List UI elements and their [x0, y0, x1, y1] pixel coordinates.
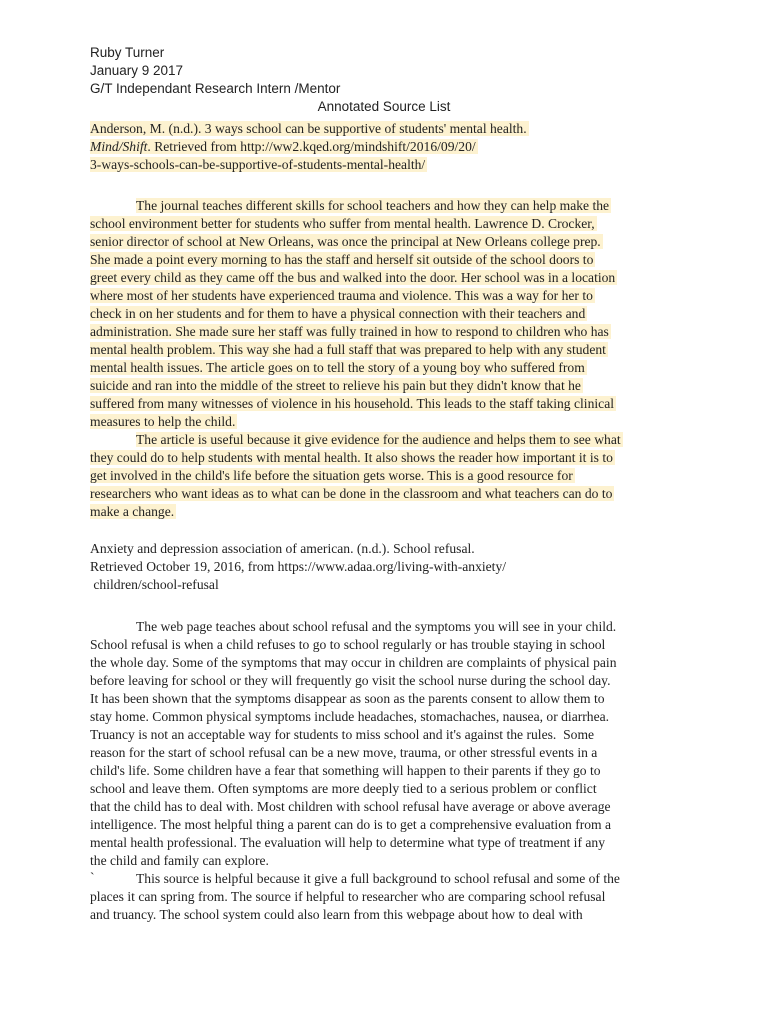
- stray-mark: `: [90, 870, 95, 885]
- source2-summary-line: It has been shown that the symptoms disappear as soon as the parents consent to allow them to: [90, 691, 605, 706]
- source1-summary-line: where most of her students have experienced trauma and violence. This was a way for her to: [90, 288, 593, 303]
- source1-evaluation-line: get involved in the child's life before the situation gets worse. This is a good resource for: [90, 468, 573, 483]
- source1-summary-line: measures to help the child.: [90, 414, 236, 429]
- source1-summary-line: administration. She made sure her staff was fully trained in how to respond to children who has: [90, 324, 609, 339]
- source1-summary-line: suffered from many witnesses of violence in his household. This leads to the staff taking clinical: [90, 396, 615, 411]
- source2-summary-line: school and leave them. Often symptoms are more deeply tied to a serious problem or conflict: [90, 781, 597, 796]
- course-title: G/T Independant Research Intern /Mentor: [90, 81, 341, 96]
- source2-summary-line: child's life. Some children have a fear that something will happen to their parents if they go to: [90, 763, 601, 778]
- source1-summary-line: The journal teaches different skills for school teachers and how they can help make the: [136, 198, 610, 213]
- source1-summary-line: check in on her students and for them to have a physical connection with their teachers and: [90, 306, 586, 321]
- source2-summary-line: mental health professional. The evaluation will help to determine what type of treatment if any: [90, 835, 606, 850]
- source1-publication: Mind/Shift: [90, 139, 148, 154]
- source2-evaluation-line: This source is helpful because it give a full background to school refusal and some of the: [136, 871, 620, 886]
- source1-evaluation-line: researchers who want ideas as to what can be done in the classroom and what teachers can do to: [90, 486, 613, 501]
- source1-summary-line: greet every child as they came off the bus and walked into the door. Her school was in a location: [90, 270, 616, 285]
- source2-summary-line: that the child has to deal with. Most children with school refusal have average or above average: [90, 799, 611, 814]
- source1-summary-line: She made a point every morning to has the staff and herself sit outside of the school doors to: [90, 252, 594, 267]
- source1-evaluation-line: they could do to help students with mental health. It also shows the reader how important it is to: [90, 450, 613, 465]
- source2-summary-line: intelligence. The most helpful thing a parent can do is to get a comprehensive evaluation from a: [90, 817, 612, 832]
- source2-evaluation-line: and truancy. The school system could also learn from this webpage about how to deal with: [90, 907, 583, 922]
- source1-evaluation-line: make a change.: [90, 504, 175, 519]
- source1-summary-line: mental health problem. This way she had a full staff that was prepared to help with any student: [90, 342, 606, 357]
- source1-summary-line: mental health issues. The article goes on to tell the story of a young boy who suffered from: [90, 360, 585, 375]
- source2-citation-line: Retrieved October 19, 2016, from https://www.adaa.org/living-with-anxiety/: [90, 559, 507, 574]
- source2-citation-line: Anxiety and depression association of american. (n.d.). School refusal.: [90, 541, 475, 556]
- source2-summary-line: Truancy is not an acceptable way for students to miss school and it's against the rules. Some: [90, 727, 595, 742]
- source1-citation-line: Anderson, M. (n.d.). 3 ways school can be supportive of students' mental health.: [90, 121, 527, 136]
- source2-summary-line: before leaving for school or they will frequently go visit the school nurse during the school day.: [90, 673, 611, 688]
- source2-summary-line: the child and family can explore.: [90, 853, 269, 868]
- source1-citation-line: 3-ways-schools-can-be-supportive-of-students-mental-health/: [90, 157, 426, 172]
- source2-summary-line: the whole day. Some of the symptoms that may occur in children are complaints of physical pain: [90, 655, 617, 670]
- source1-summary-line: school environment better for students who suffer from mental health. Lawrence D. Crocker,: [90, 216, 595, 231]
- source1-citation-line: Mind/Shift. Retrieved from http://ww2.kqed.org/mindshift/2016/09/20/: [90, 139, 476, 154]
- source2-summary-line: The web page teaches about school refusal and the symptoms you will see in your child.: [136, 619, 617, 634]
- source2-summary-line: School refusal is when a child refuses to go to school regularly or has trouble staying in school: [90, 637, 606, 652]
- source2-evaluation-line: places it can spring from. The source if helpful to researcher who are comparing school refusal: [90, 889, 606, 904]
- source2-summary-line: stay home. Common physical symptoms include headaches, stomachaches, nausea, or diarrhea.: [90, 709, 610, 724]
- source2-citation-line: children/school-refusal: [90, 577, 219, 592]
- document-title: Annotated Source List: [317, 99, 451, 114]
- author-name: Ruby Turner: [90, 45, 165, 60]
- source2-summary-line: reason for the start of school refusal can be a new move, trauma, or other stressful events in a: [90, 745, 598, 760]
- source1-evaluation-line: The article is useful because it give evidence for the audience and helps them to see what: [136, 432, 621, 447]
- source1-summary-line: suicide and ran into the middle of the street to relieve his pain but they didn't know that he: [90, 378, 581, 393]
- source1-summary-line: senior director of school at New Orleans, was once the principal at New Orleans college prep.: [90, 234, 601, 249]
- document-date: January 9 2017: [90, 63, 184, 78]
